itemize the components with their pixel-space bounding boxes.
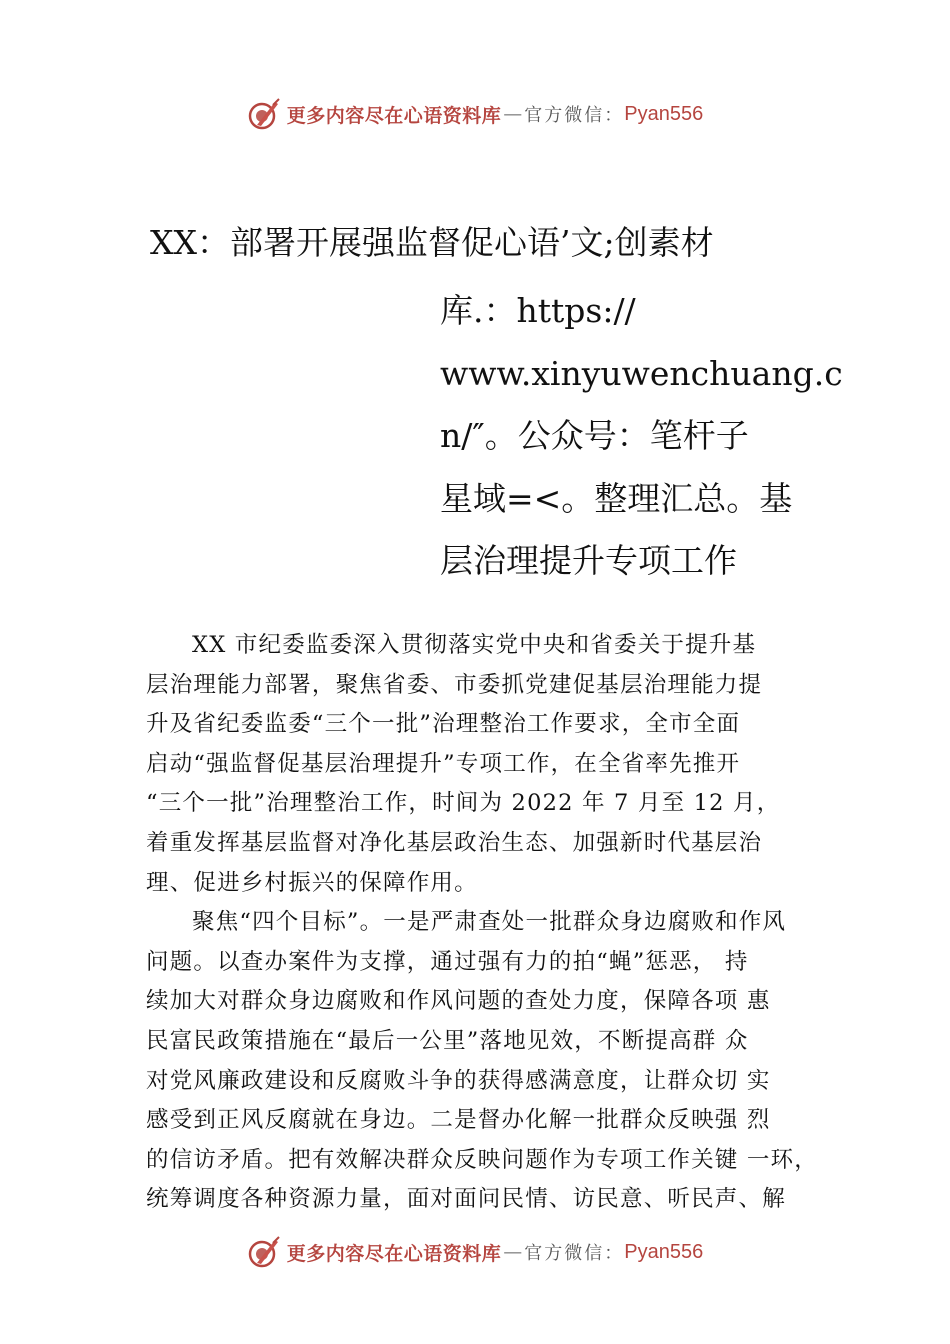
quill-logo-icon	[247, 1235, 281, 1269]
header-watermark	[0, 94, 950, 134]
document-body	[146, 626, 836, 1220]
paragraph-2	[146, 903, 836, 1220]
title-line: www.xinyuwenchuang.c	[440, 353, 843, 393]
title-line: 层治理提升专项工作	[440, 541, 737, 580]
text-line: 的信访矛盾。把有效解决群众反映问题作为专项工作关键 一环，	[146, 1146, 818, 1173]
text-line: 升及省纪委监委“三个一批”治理整治工作要求，全市全面	[146, 711, 741, 738]
quill-logo-icon	[247, 97, 281, 131]
watermark-separator: —	[503, 1241, 523, 1263]
footer-watermark	[0, 1232, 950, 1272]
text-line: 续加大对群众身边腐败和作风问题的查处力度，保障各项 惠	[146, 988, 771, 1015]
text-line: 启动“强监督促基层治理提升”专项工作，在全省率先推开	[146, 750, 741, 777]
watermark-label: 官方微信：	[524, 105, 625, 126]
watermark-label: 官方微信：	[524, 1243, 625, 1264]
text-line: 感受到正风反腐就在身边。二是督办化解一批群众反映强 烈	[146, 1107, 771, 1134]
text-line: “三个一批”治理整治工作，时间为 2022 年 7 月至 12 月，	[146, 790, 781, 817]
text-line: 对党风廉政建设和反腐败斗争的获得感满意度，让群众切 实	[146, 1067, 771, 1094]
text-line: 民富民政策措施在“最后一公里”落地见效，不断提高群 众	[146, 1027, 749, 1054]
text-line: 理、促进乡村振兴的保障作用。	[146, 869, 478, 896]
document-title: XX：部署开展强监督促心语’文;创素材	[150, 223, 714, 262]
title-line: 库.：https://	[440, 291, 636, 330]
paragraph-1	[146, 626, 836, 903]
watermark-wechat-id: Pyan556	[624, 102, 704, 125]
title-line: n/″。公众号：笔杆子	[440, 416, 749, 455]
text-line: 统筹调度各种资源力量，面对面问民情、访民意、听民声、解	[146, 1186, 786, 1213]
text-line: 问题。以查办案件为支撑，通过强有力的拍“蝇”惩恶， 持	[146, 948, 749, 975]
watermark-site-text: 更多内容尽在心语资料库	[286, 1242, 502, 1265]
document-title-continued	[440, 280, 900, 593]
text-line: 着重发挥基层监督对净化基层政治生态、加强新时代基层治	[146, 829, 763, 856]
text-line: 层治理能力部署，聚焦省委、市委抓党建促基层治理能力提	[146, 671, 763, 698]
watermark-wechat-id: Pyan556	[624, 1240, 704, 1263]
title-line: 星域=<。整理汇总。基	[440, 478, 793, 518]
watermark-site-text: 更多内容尽在心语资料库	[286, 104, 502, 127]
text-line: 聚焦“四个目标”。一是严肃查处一批群众身边腐败和作风	[192, 909, 787, 936]
watermark-separator: —	[503, 103, 523, 125]
text-line: XX 市纪委监委深入贯彻落实党中央和省委关于提升基	[192, 632, 757, 658]
